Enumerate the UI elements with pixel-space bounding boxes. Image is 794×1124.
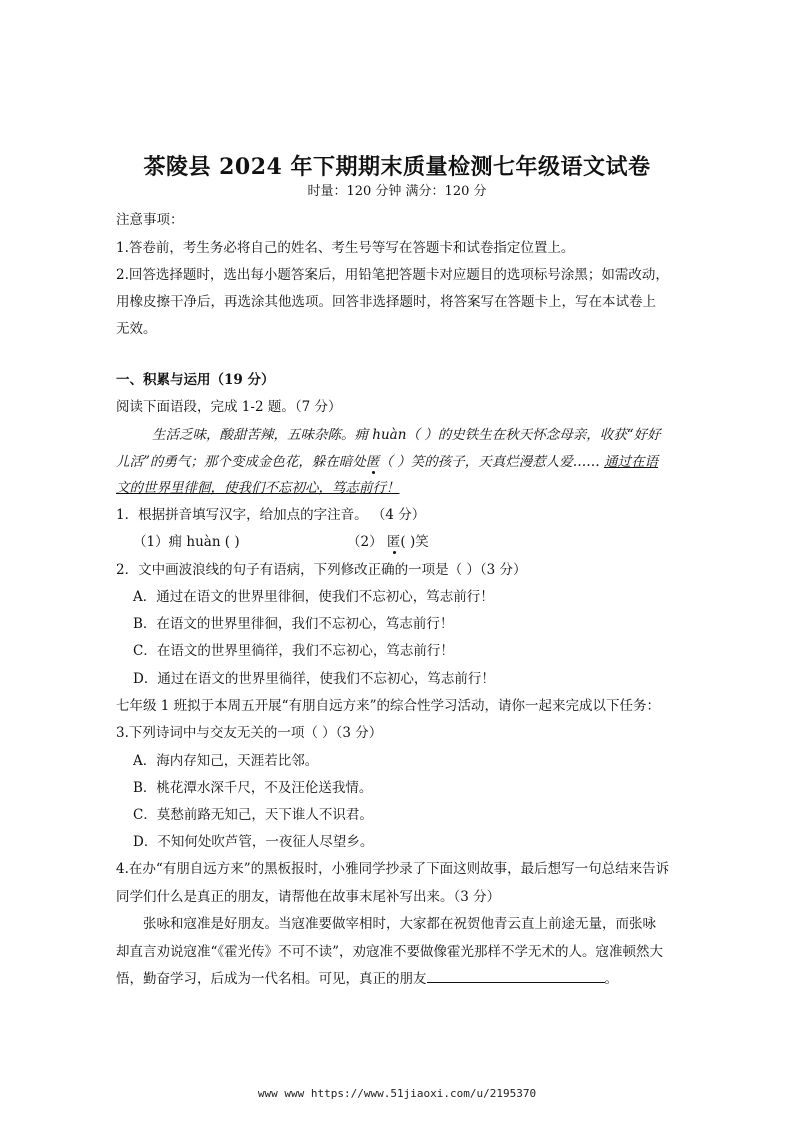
question-2-option-d: D．通过在语文的世界里徜徉，使我们不忘初心，笃志前行！ bbox=[133, 671, 495, 687]
story-line-3 bbox=[116, 967, 618, 987]
question-1-sub-b-post: ( )笑 bbox=[400, 534, 429, 550]
passage-line-2-text-b: （ ）笑的孩子，天真烂漫惹人爱…… bbox=[379, 454, 604, 470]
passage-line-1: 生活乏味，酸甜苦辣，五味杂陈。痈 huàn（ ）的史铁生在秋天怀念母亲，收获“好好 bbox=[152, 427, 661, 443]
passage-line-2-text: 儿活”的勇气；那个变成金色花，躲在暗处 bbox=[116, 454, 366, 470]
question-1-sub-b-pre: （2） bbox=[347, 534, 387, 550]
page-title: 茶陵县 2024 年下期期末质量检测七年级语文试卷 bbox=[143, 154, 651, 180]
question-4-line-1: 4.在办“有朋自远方来”的黑板报时，小雅同学抄录了下面这则故事，最后想写一句总结来告诉 bbox=[116, 861, 670, 877]
question-1: 1．根据拼音填写汉字，给加点的字注音。 （4 分） bbox=[116, 507, 426, 523]
exam-time-score: 时量：120 分钟 满分：120 分 bbox=[307, 184, 487, 199]
activity-intro: 七年级 1 班拟于本周五开展“有朋自远方来”的综合性学习活动，请你一起来完成以下任务： bbox=[116, 698, 660, 714]
notice-heading: 注意事项： bbox=[116, 212, 184, 228]
story-line-3-text: 悟，勤奋学习，后成为一代名相。可见，真正的朋友 bbox=[116, 971, 427, 987]
question-3-option-d: D．不知何处吹芦管，一夜征人尽望乡。 bbox=[133, 834, 374, 850]
question-4-line-2: 同学们什么是真正的朋友，请帮他在故事末尾补写出来。（3 分） bbox=[116, 889, 501, 905]
question-2: 2．文中画波浪线的句子有语病，下列修改正确的一项是（ ）（3 分） bbox=[116, 562, 527, 578]
wavy-underlined-sentence: 文的世界里徘徊，使我们不忘初心，笃志前行！ bbox=[116, 480, 400, 496]
passage-line-2 bbox=[116, 450, 658, 470]
reading-intro: 阅读下面语段，完成 1-2 题。（7 分） bbox=[116, 399, 342, 415]
question-3: 3.下列诗词中与交友无关的一项（ ）（3 分） bbox=[116, 725, 383, 741]
dotted-character: 匿 bbox=[365, 454, 380, 470]
answer-blank[interactable] bbox=[427, 970, 605, 983]
footer-url: www www https://www.51jiaoxi.com/u/2195370 bbox=[257, 1087, 537, 1100]
question-1-sub-a: （1）痈 huàn ( ) bbox=[133, 534, 240, 550]
notice-item-2-line-3: 无效。 bbox=[116, 321, 157, 337]
dotted-character-2: 匿 bbox=[386, 534, 401, 550]
question-3-option-c: C．莫愁前路无知己，天下谁人不识君。 bbox=[133, 807, 373, 823]
question-2-option-c: C．在语文的世界里徜徉，我们不忘初心，笃志前行！ bbox=[133, 643, 454, 659]
notice-item-2-line-2: 用橡皮擦干净后，再选涂其他选项。回答非选择题时，将答案写在答题卡上，写在本试卷上 bbox=[116, 294, 656, 310]
notice-item-2-line-1: 2.回答选择题时，选出每小题答案后，用铅笔把答题卡对应题目的选项标号涂黑；如需改动， bbox=[116, 267, 669, 283]
story-line-2: 却直言劝说寇准“《霍光传》不可不读”，劝寇准不要做像霍光那样不学无术的人。寇准顿然大 bbox=[116, 944, 664, 960]
story-end-mark: 。 bbox=[604, 971, 618, 987]
question-1-sub-b bbox=[347, 530, 429, 550]
question-2-option-a: A．通过在语文的世界里徘徊，使我们不忘初心，笃志前行！ bbox=[133, 589, 494, 605]
section-heading: 一、积累与运用（19 分） bbox=[116, 372, 275, 388]
question-3-option-a: A．海内存知己，天涯若比邻。 bbox=[133, 753, 319, 769]
wavy-underlined-sentence-start: 通过在语 bbox=[604, 454, 658, 470]
story-line-1: 张咏和寇准是好朋友。当寇准要做宰相时，大家都在祝贺他青云直上前途无量，而张咏 bbox=[143, 916, 656, 932]
question-2-option-b: B．在语文的世界里徘徊，我们不忘初心，笃志前行！ bbox=[133, 616, 454, 632]
question-3-option-b: B．桃花潭水深千尺，不及汪伦送我情。 bbox=[133, 780, 373, 796]
notice-item-1: 1.答卷前，考生务必将自己的姓名、考生号等写在答题卡和试卷指定位置上。 bbox=[116, 240, 575, 256]
